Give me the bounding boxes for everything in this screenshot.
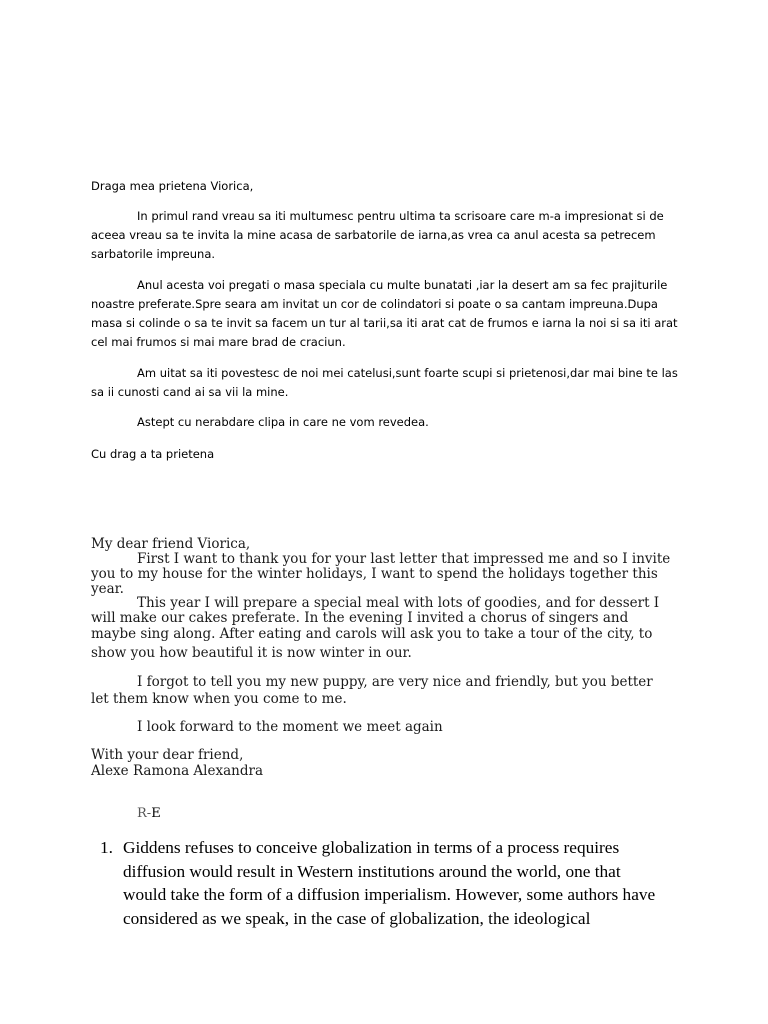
en-p2-line: show you how beautiful it is now winter in our.	[91, 645, 412, 661]
ro-p1-line: In primul rand vreau sa iti multumesc pentru ultima ta scrisoare care m-a impresionat si de	[137, 209, 664, 223]
ro-p3-line: sa ii cunosti cand ai sa vii la mine.	[91, 385, 289, 399]
ro-p1-line: sarbatorile impreuna.	[91, 247, 216, 261]
en-p2-line: will make our cakes preferate. In the evening I invited a chorus of singers and	[91, 610, 629, 626]
en-greeting: My dear friend Viorica,	[91, 536, 251, 552]
section-label-e: E	[151, 806, 161, 821]
section-label	[137, 806, 161, 821]
ro-p2-line: noastre preferate.Spre seara am invitat un cor de colindatori si poate o sa cantam impreuna.Dupa	[91, 297, 658, 311]
en-p2-line: maybe sing along. After eating and carols will ask you to take a tour of the city, to	[91, 626, 653, 642]
section-label-r: R-	[137, 806, 152, 821]
ro-p2-line: cel mai frumos si mai mare brad de craciun.	[91, 335, 346, 349]
en-p1-line: year.	[91, 581, 124, 597]
en-p3-line: I forgot to tell you my new puppy, are very nice and friendly, but you better	[137, 674, 653, 690]
en-closing: With your dear friend,	[91, 747, 244, 763]
list-item-number: 1.	[100, 838, 113, 857]
en-signature: Alexe Ramona Alexandra	[91, 763, 263, 779]
list-item-line: Giddens refuses to conceive globalization in terms of a process requires	[123, 838, 620, 857]
en-p1-line: First I want to thank you for your last letter that impressed me and so I invite	[137, 551, 671, 567]
ro-closing: Cu drag a ta prietena	[91, 447, 215, 461]
en-p2-line: This year I will prepare a special meal with lots of goodies, and for dessert I	[137, 595, 660, 611]
ro-p4: Astept cu nerabdare clipa in care ne vom revedea.	[137, 415, 429, 429]
en-p3-line: let them know when you come to me.	[91, 691, 347, 707]
list-item-line: considered as we speak, in the case of globalization, the ideological	[123, 908, 591, 928]
en-p4: I look forward to the moment we meet again	[137, 719, 443, 735]
list-item-line: would take the form of a diffusion imperialism. However, some authors have	[123, 885, 656, 904]
ro-p3-line: Am uitat sa iti povestesc de noi mei catelusi,sunt foarte scupi si prietenosi,dar mai bine te las	[137, 366, 678, 380]
ro-p2-line: masa si colinde o sa te invit sa facem un tur al tarii,sa iti arat cat de frumos e iarna la noi si sa iti arat	[91, 316, 678, 330]
list-item-line: diffusion would result in Western institutions around the world, one that	[123, 861, 621, 881]
ro-p2-line: Anul acesta voi pregati o masa speciala cu multe bunatati ,iar la desert am sa fec prajiturile	[137, 278, 668, 292]
ro-p1-line: aceea vreau sa te invita la mine acasa de sarbatorile de iarna,as vrea ca anul acesta sa petrecem	[91, 228, 656, 242]
ro-greeting: Draga mea prietena Viorica,	[91, 179, 254, 193]
en-p1-line: you to my house for the winter holidays, I want to spend the holidays together this	[91, 566, 658, 582]
